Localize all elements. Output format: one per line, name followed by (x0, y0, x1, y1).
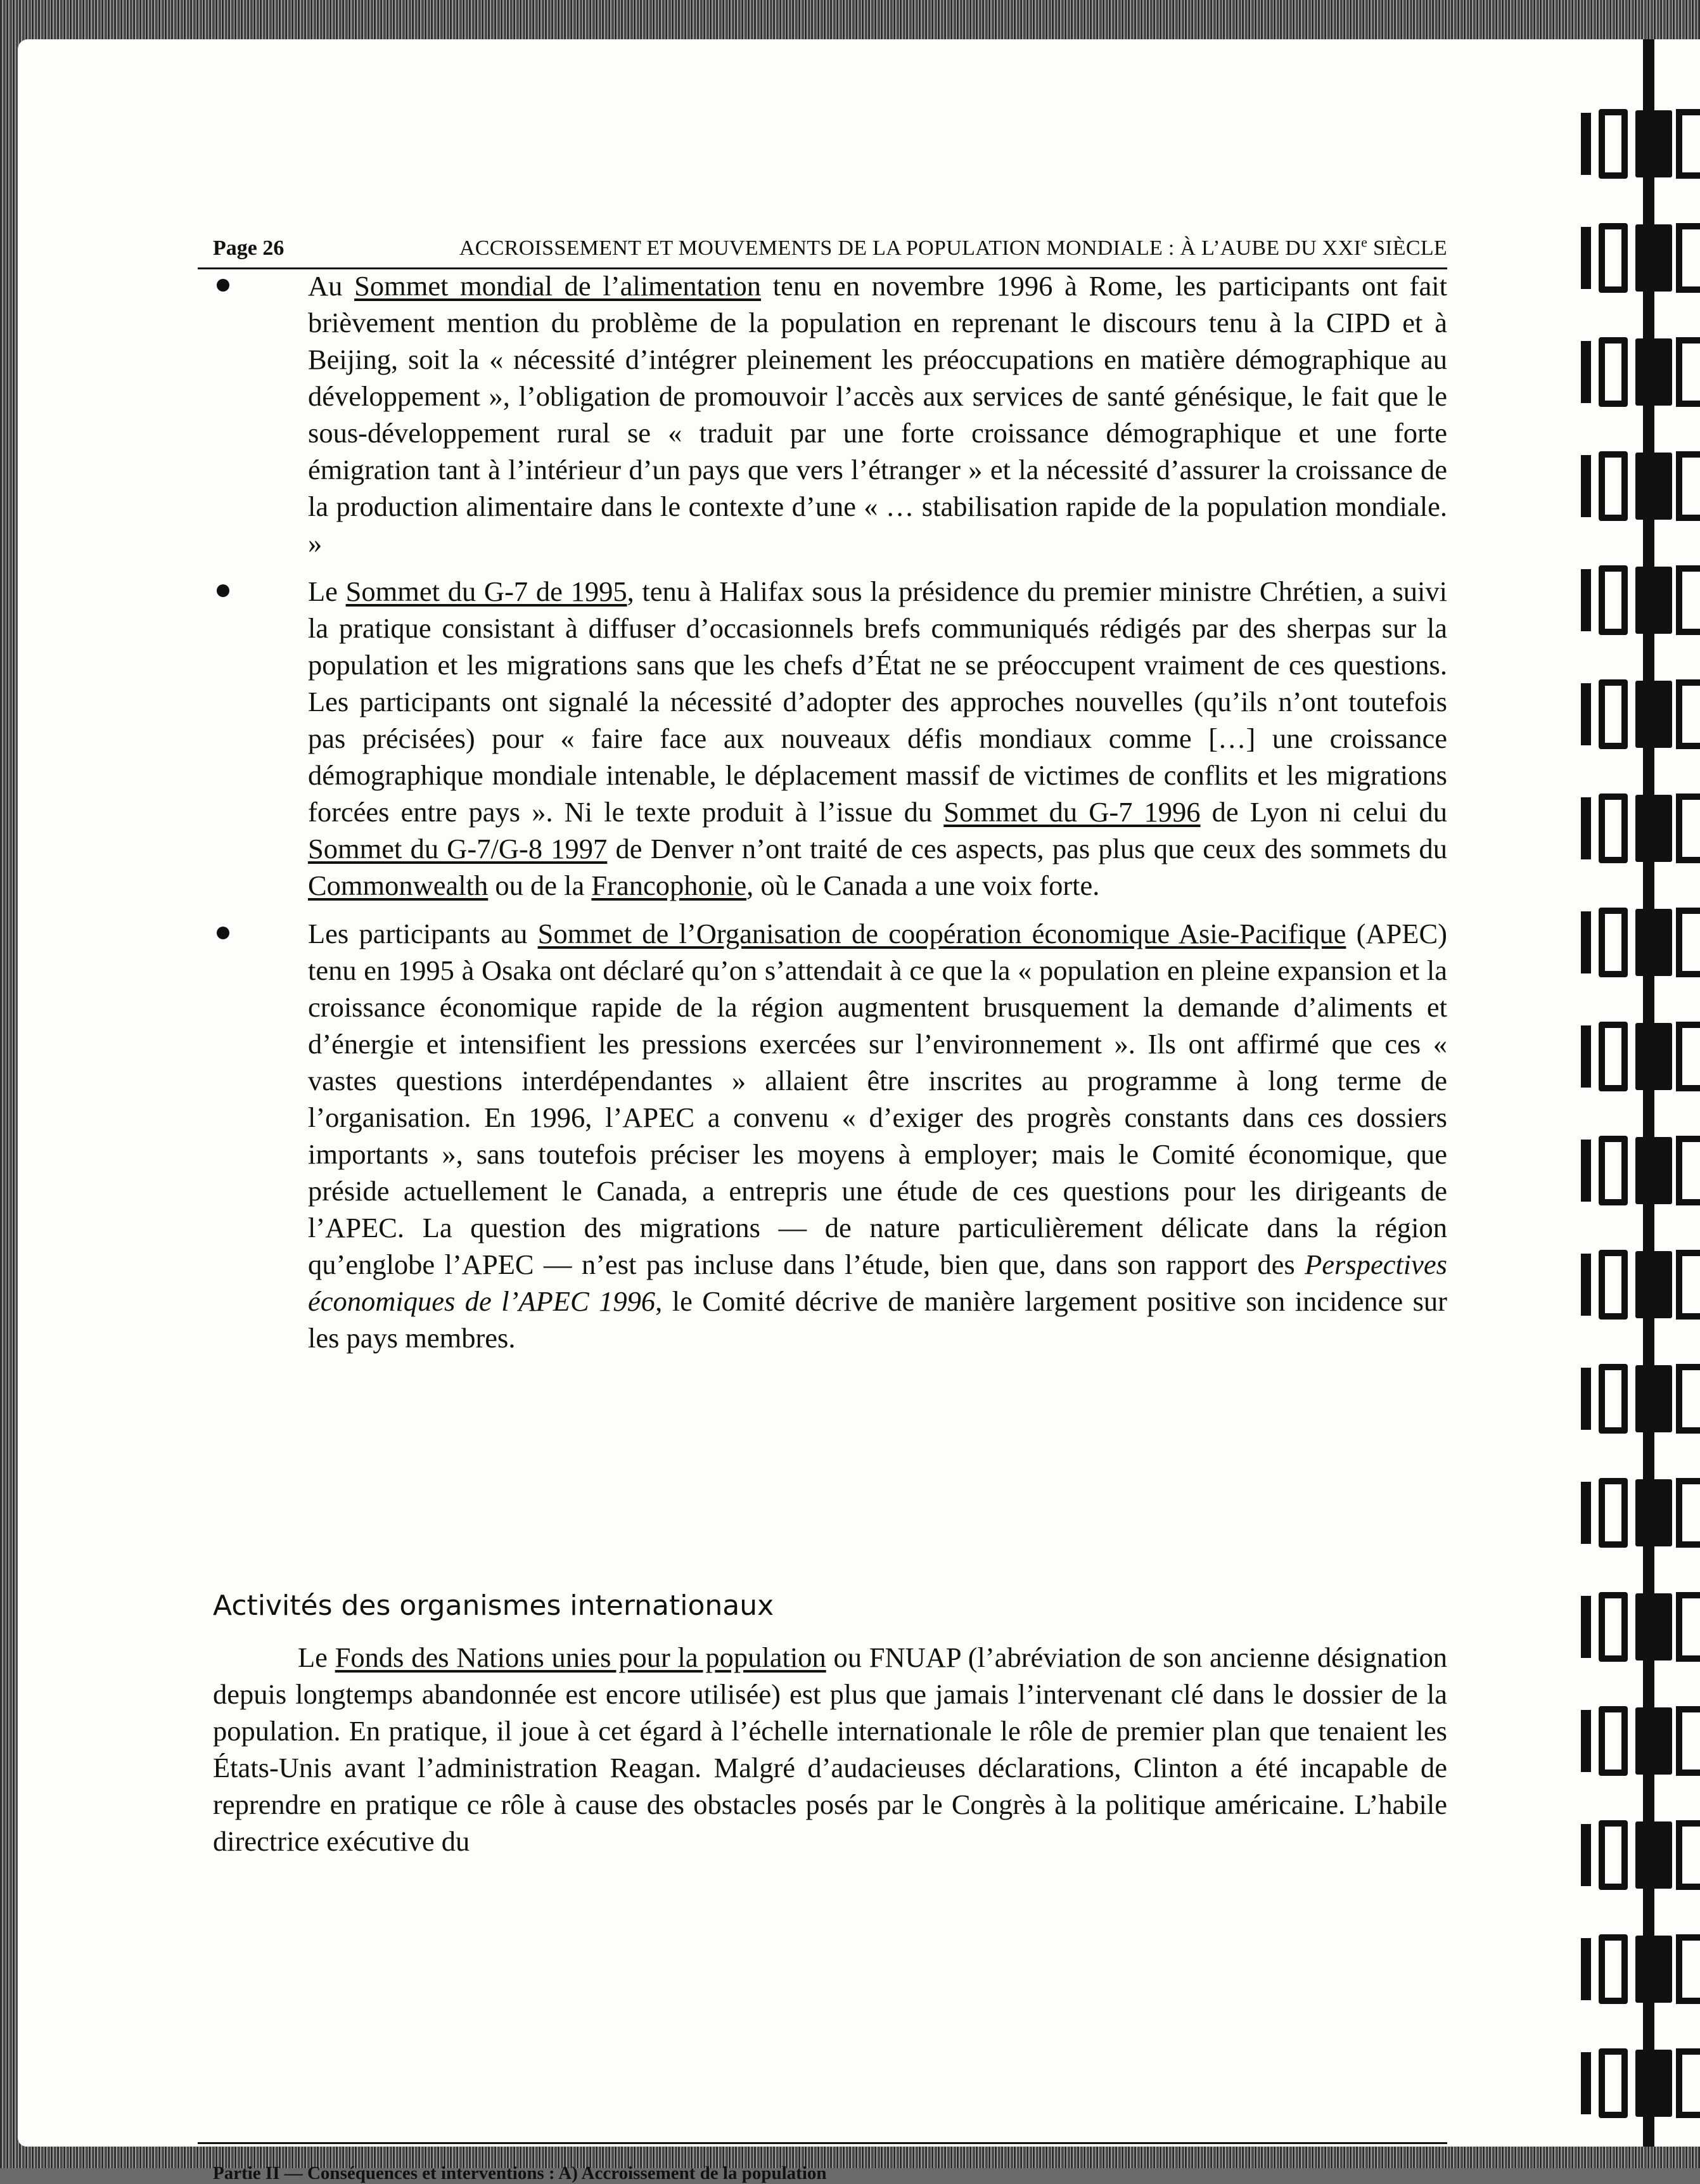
text-run: de Lyon ni celui du (1200, 796, 1448, 828)
binding-ring-part (1635, 1707, 1672, 1775)
binding-ring-part (1676, 793, 1700, 863)
binding-ring-part (1599, 1934, 1628, 2004)
binding-ring (1581, 1136, 1700, 1205)
page-footer (198, 2142, 1447, 2184)
binding-ring (1581, 451, 1700, 521)
binding-ring-part (1635, 1365, 1672, 1432)
italic-title: Perspectives économiques de l’APEC 1996 (308, 1249, 1447, 1317)
running-header (198, 229, 1447, 269)
underlined-term: Commonwealth (308, 870, 489, 901)
text-run: , où le Canada a une voix forte. (746, 870, 1100, 901)
binding-ring-part (1676, 679, 1700, 749)
binding-ring-part (1635, 909, 1672, 976)
binding-ring (1581, 1934, 1700, 2004)
binding-ring-part (1635, 1251, 1672, 1318)
binding-ring-part (1635, 1137, 1672, 1204)
binding-ring-part (1581, 1710, 1591, 1772)
binding-ring-part (1635, 1593, 1672, 1660)
binding-ring (1581, 565, 1700, 635)
binding-ring-part (1676, 1136, 1700, 1205)
binding-ring-part (1676, 1592, 1700, 1662)
text-run: Les participants au (308, 918, 538, 949)
binding-ring-part (1599, 337, 1628, 407)
binding-ring-part (1635, 453, 1672, 520)
underlined-term: Fonds des Nations unies pour la population (335, 1641, 826, 1673)
binding-ring-part (1635, 681, 1672, 748)
binding-ring-part (1581, 1254, 1591, 1316)
binding-ring (1581, 1022, 1700, 1091)
binding-ring (1581, 1364, 1700, 1434)
underlined-term: Sommet mondial de l’alimentation (354, 270, 762, 302)
text-run: tenu en novembre 1996 à Rome, les participants ont fait brièvement mention du problème de la population en reprenant le discours tenu à la CIPD et à Beijing, soit la « nécessité d’intégrer pleinement les préoccupations en matière démographique au développement », l’obligation de promouvoir l’accès aux services de santé génésique, le fait que le sous-développement rural se « traduit par une forte croissance démographique et une forte émigration tant à l’intérieur d’un pays que vers l’étranger » et la nécessité d’assurer la croissance de la production alimentaire dans le contexte d’une « … stabilisation rapide de la population mondiale. » (308, 270, 1447, 559)
binding-ring-part (1635, 224, 1672, 292)
binding-ring-part (1635, 1821, 1672, 1889)
binding-ring-part (1581, 1368, 1591, 1430)
text-run: Au (308, 270, 355, 302)
underlined-term: Francophonie (591, 870, 747, 901)
page-number: Page 26 (213, 236, 284, 260)
binding-ring-part (1676, 1364, 1700, 1434)
binding-ring-part (1581, 569, 1591, 631)
binding-ring-part (1676, 1022, 1700, 1091)
bullet-dot-icon (217, 927, 229, 939)
binding-ring-part (1676, 1706, 1700, 1776)
text-run: Le (308, 575, 346, 607)
binding-ring (1581, 109, 1700, 179)
binding-ring-part (1676, 109, 1700, 179)
bullet-item-g7-summit (198, 573, 1447, 904)
section-international-organizations (213, 1586, 1447, 1860)
binding-ring-part (1676, 1478, 1700, 1548)
binding-ring-part (1676, 2048, 1700, 2118)
running-title-superscript: e (1361, 234, 1368, 250)
section-heading: Activités des organismes internationaux (213, 1590, 774, 1622)
text-run: de Denver n’ont traité de ces aspects, pas plus que ceux des sommets du (607, 833, 1447, 864)
bullet-item-apec-summit (198, 915, 1447, 1356)
binding-ring (1581, 337, 1700, 407)
binding-ring-part (1581, 455, 1591, 517)
binding-ring-part (1599, 1706, 1628, 1776)
running-title-text: ACCROISSEMENT ET MOUVEMENTS DE LA POPULATION MONDIALE : À L’AUBE DU XXI (459, 236, 1362, 260)
binding-ring (1581, 2048, 1700, 2118)
text-run: ou de la (488, 870, 592, 901)
underlined-term: Sommet du G-7 1996 (943, 796, 1201, 828)
binding-ring-part (1635, 338, 1672, 406)
binding-ring-part (1581, 227, 1591, 289)
binding-ring-part (1599, 1592, 1628, 1662)
running-title-end: SIÈCLE (1367, 236, 1447, 260)
binding-ring-part (1599, 565, 1628, 635)
binding-ring-part (1581, 1482, 1591, 1544)
binding-ring-part (1635, 567, 1672, 634)
binding-ring-part (1581, 1938, 1591, 2000)
running-title (459, 229, 1447, 267)
binding-ring-part (1635, 1023, 1672, 1090)
binding-ring-part (1599, 1364, 1628, 1434)
text-run: , le Comité décrive de manière largement positive son incidence sur les pays membres. (308, 1285, 1447, 1354)
binding-ring (1581, 1706, 1700, 1776)
binding-ring-part (1635, 1936, 1672, 2003)
binding-ring-part (1676, 223, 1700, 293)
text-run: , tenu à Halifax sous la présidence du premier ministre Chrétien, a suivi la pratique consistant à diffuser d’occasionnels brefs communiqués rédigés par des sherpas sur la population et les migrations sans que les chefs d’État ne se préoccupent vraiment de ces questions. Les participants ont signalé la nécessité d’adopter des approches nouvelles (qu’ils n’ont toutefois pas précisées) pour « faire face aux nouveaux défis mondiaux comme […] une croissance démographique mondiale intenable, le déplacement massif de victimes de conflits et les migrations forcées entre pays ». Ni le texte produit à l’issue du (308, 575, 1447, 828)
binding-ring-part (1581, 113, 1591, 175)
binding-ring-part (1599, 1022, 1628, 1091)
binding-ring-part (1599, 451, 1628, 521)
binding-ring (1581, 1250, 1700, 1320)
binding-ring-part (1599, 908, 1628, 977)
binding-ring-part (1581, 1824, 1591, 1886)
binding-ring-part (1676, 337, 1700, 407)
footer-text: Partie II — Conséquences et interventions : A) Accroissement de la population (213, 2163, 827, 2183)
binding-ring (1581, 908, 1700, 977)
document-page (18, 39, 1700, 2183)
binding-ring-part (1635, 110, 1672, 177)
binding-ring-part (1676, 565, 1700, 635)
text-run: (APEC) tenu en 1995 à Osaka ont déclaré qu’on s’attendait à ce que la « population en pleine expansion et la croissance économique rapide de la région augmentent brusquement la demande d’aliments et d’énergie et intensifient les pressions exercées sur l’environnement ». Ils ont affirmé que ces « vastes questions interdépendantes » allaient être inscrites au programme à long terme de l’organisation. En 1996, l’APEC a convenu « d’exiger des progrès constants dans ces dossiers importants », sans toutefois préciser les moyens à employer; mais le Comité économique, que préside actuellement le Canada, a entrepris une étude de ces questions pour les dirigeants de l’APEC. La question des migrations — de nature particulièrement délicate dans la région qu’englobe l’APEC — n’est pas incluse dans l’étude, bien que, dans son rapport des (308, 918, 1447, 1280)
binding-ring-part (1635, 795, 1672, 862)
binding-ring-part (1599, 1820, 1628, 1890)
binding-ring-part (1676, 1934, 1700, 2004)
text-run: ou FNUAP (l’abréviation de son ancienne désignation depuis longtemps abandonnée est encore utilisée) est plus que jamais l’intervenant clé dans le dossier de la population. En pratique, il joue à cet égard à l’échelle internationale le rôle de premier plan que tenaient les États-Unis avant l’administration Reagan. Malgré d’audacieuses déclarations, Clinton a été incapable de reprendre en pratique ce rôle à cause des obstacles posés par le Congrès à la politique américaine. L’habile directrice exécutive du (213, 1641, 1447, 1857)
bullet-dot-icon (217, 584, 229, 597)
binding-ring-part (1581, 1596, 1591, 1658)
binding-ring-part (1676, 908, 1700, 977)
underlined-term: Sommet du G-7 de 1995 (345, 575, 627, 607)
binding-ring (1581, 793, 1700, 863)
binding-ring-part (1581, 1140, 1591, 1202)
bullet-list (198, 267, 1447, 1368)
binding-ring (1581, 1592, 1700, 1662)
binding-ring (1581, 1478, 1700, 1548)
binding-ring-part (1581, 797, 1591, 859)
binding-ring-part (1599, 1478, 1628, 1548)
binding-ring-part (1635, 1479, 1672, 1546)
binding-ring-part (1676, 1250, 1700, 1320)
bullet-item-food-summit (198, 267, 1447, 562)
binding-ring-part (1676, 1820, 1700, 1890)
binding-ring-part (1599, 109, 1628, 179)
binding-ring-part (1635, 2050, 1672, 2117)
binding-ring-part (1599, 2048, 1628, 2118)
binding-ring-part (1676, 451, 1700, 521)
binding-ring-part (1581, 1025, 1591, 1088)
text-run: Le (298, 1641, 335, 1673)
binding-ring-part (1581, 683, 1591, 745)
binding-ring-part (1599, 679, 1628, 749)
bullet-dot-icon (217, 279, 229, 292)
underlined-term: Sommet du G-7/G-8 1997 (308, 833, 608, 864)
binding-ring-part (1581, 341, 1591, 403)
section-paragraph (213, 1639, 1447, 1860)
binding-ring-part (1599, 1136, 1628, 1205)
binding-ring-part (1599, 1250, 1628, 1320)
underlined-term: Sommet de l’Organisation de coopération économique Asie-Pacifique (537, 918, 1346, 949)
binding-ring (1581, 679, 1700, 749)
binding-ring (1581, 1820, 1700, 1890)
binding-ring-part (1599, 223, 1628, 293)
binding-ring-part (1599, 793, 1628, 863)
binding-ring (1581, 223, 1700, 293)
spiral-binding (1573, 39, 1700, 2147)
binding-ring-part (1581, 2052, 1591, 2114)
binding-ring-part (1581, 911, 1591, 973)
